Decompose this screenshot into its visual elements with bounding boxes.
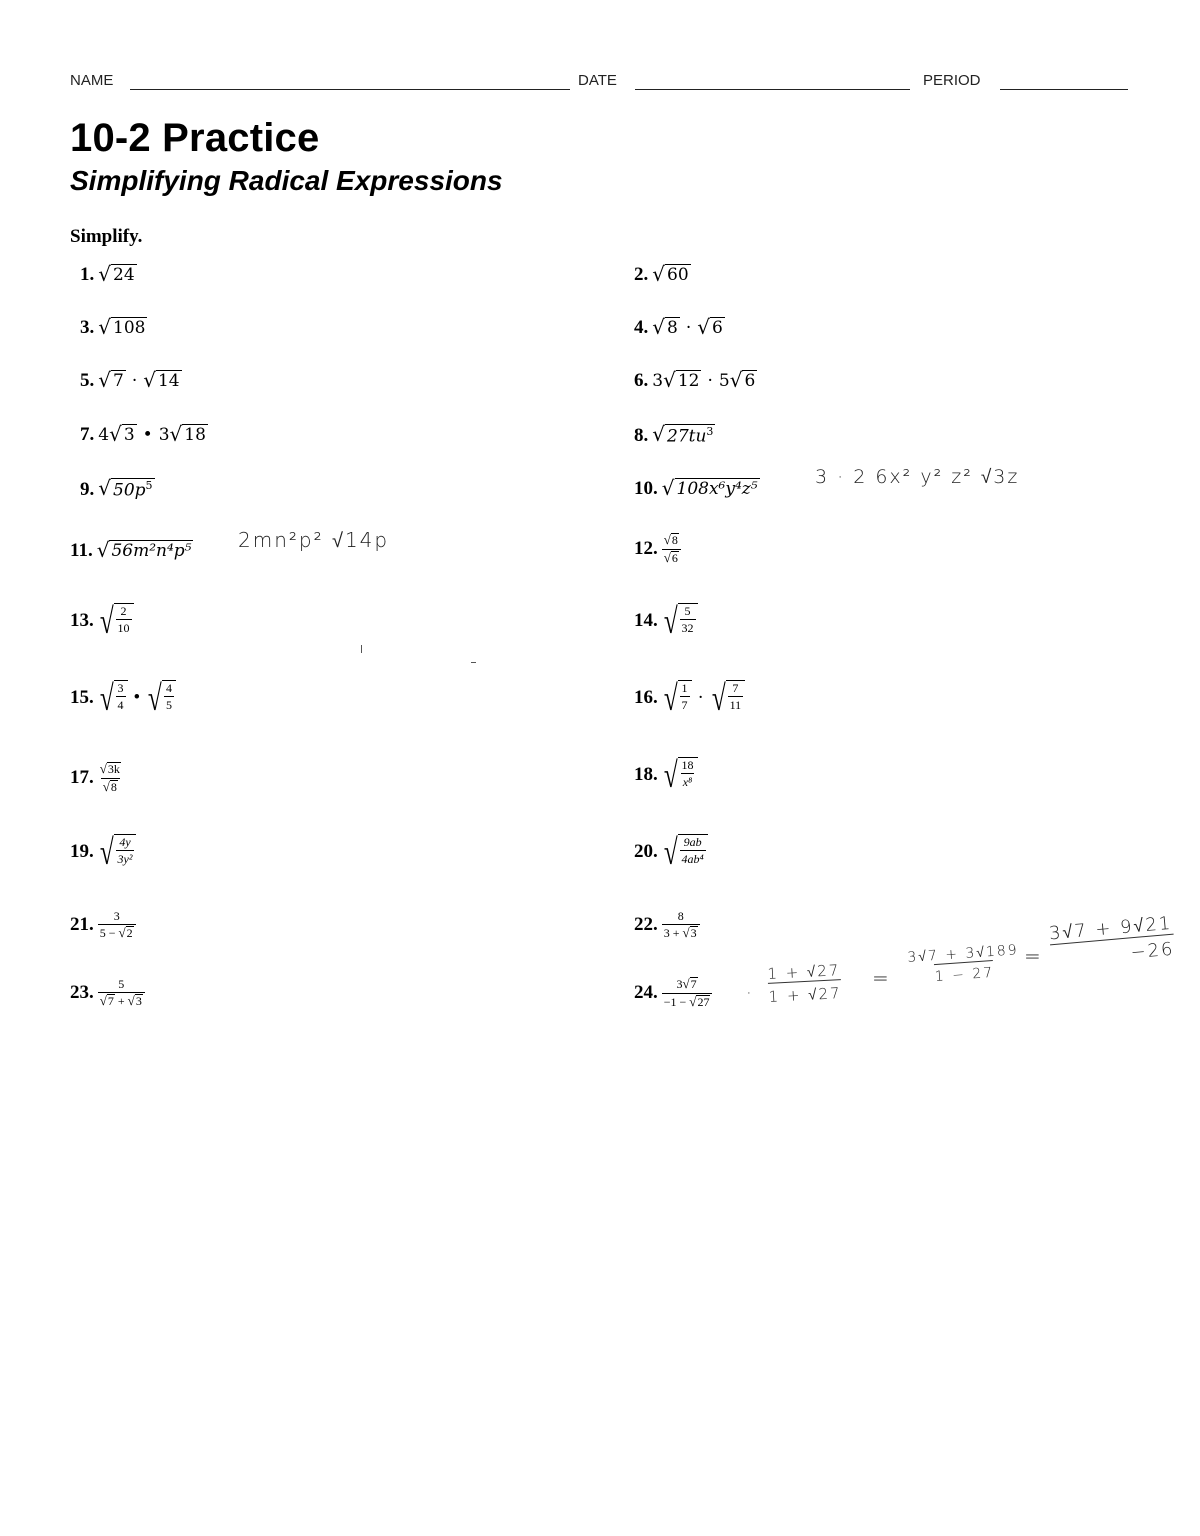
handwritten-answer-10: 3 · 2 6x² y² z² √3z: [815, 466, 1020, 488]
handwritten-multiplier: 1 + √27 1 + √27: [766, 961, 842, 1006]
worksheet-title: 10-2 Practice: [70, 116, 320, 160]
problem-19: 19. √ $\frac{4y}{\text{3y²}}$: [70, 834, 136, 870]
problem-14: 14. √ $\frac{5}{32}$: [634, 603, 698, 639]
handwritten-dot: ·: [746, 983, 754, 1004]
problem-24: 24. 3 √ 7 −1 − √ 27: [634, 977, 712, 1010]
period-label: PERIOD: [923, 72, 981, 89]
date-field[interactable]: [635, 89, 910, 90]
problem-16: 16. √ $\frac{1}{7}$ · √ $\frac{7}{11}$: [634, 680, 745, 716]
problem-5: 5. √ 7 · √ 14: [80, 368, 180, 392]
problem-2: 2. √ 60: [634, 262, 689, 286]
name-label: NAME: [70, 72, 114, 89]
worksheet-subtitle: Simplifying Radical Expressions: [70, 165, 503, 196]
problem-8: 8. √ $27tu^3$: [634, 422, 714, 447]
problem-12: 12. √ 8 √ 6: [634, 533, 681, 566]
problem-1: 1. √ 24: [80, 262, 135, 286]
stray-mark: [361, 645, 362, 653]
problem-21: 21. 3 5 − √ 2: [70, 909, 136, 941]
problem-6: 6. 3 √ 12 · 5 √ 6: [634, 368, 756, 392]
problem-15: 15. √ $\frac{3}{4}$ • √ $\frac{4}{5}$: [70, 680, 176, 716]
problem-23: 23. 5 √ 7 + √ 3: [70, 977, 145, 1009]
problem-10: 10. √ 108x⁶y⁴z⁵: [634, 476, 758, 500]
problem-9: 9. √ $50p^5$: [80, 476, 153, 501]
problem-4: 4. √ 8 · √ 6: [634, 315, 723, 339]
handwritten-answer-24: 3√7 + 9√21 −26: [1048, 913, 1175, 971]
problem-13: 13. √ $\frac{2}{10}$: [70, 603, 134, 639]
instructions: Simplify.: [70, 226, 143, 247]
problem-18: 18. √ $\frac{18}{\text{x⁸}}$: [634, 757, 698, 793]
handwritten-step: 3√7 + 3√189 1 − 27: [906, 942, 1020, 986]
problem-3: 3. √ 108: [80, 315, 146, 339]
stray-mark: [471, 662, 476, 663]
header-fields: [70, 72, 1128, 94]
date-label: DATE: [578, 72, 617, 89]
problem-22: 22. 8 3 + √ 3: [634, 909, 700, 941]
problem-7: 7. 4 √ 3 • 3 √ 18: [80, 422, 206, 446]
handwritten-equals: =: [872, 966, 891, 990]
problem-11: 11. √ 56m²n⁴p⁵: [70, 538, 192, 562]
period-field[interactable]: [1000, 89, 1128, 90]
name-field[interactable]: [130, 89, 570, 90]
problem-20: 20. √ $\frac{9ab}{\text{4ab⁴}}$: [634, 834, 708, 870]
problem-17: 17. √ 3k √ 8: [70, 761, 120, 794]
handwritten-equals: =: [1024, 944, 1043, 968]
handwritten-answer-11: 2mn²p² √14p: [238, 528, 390, 552]
